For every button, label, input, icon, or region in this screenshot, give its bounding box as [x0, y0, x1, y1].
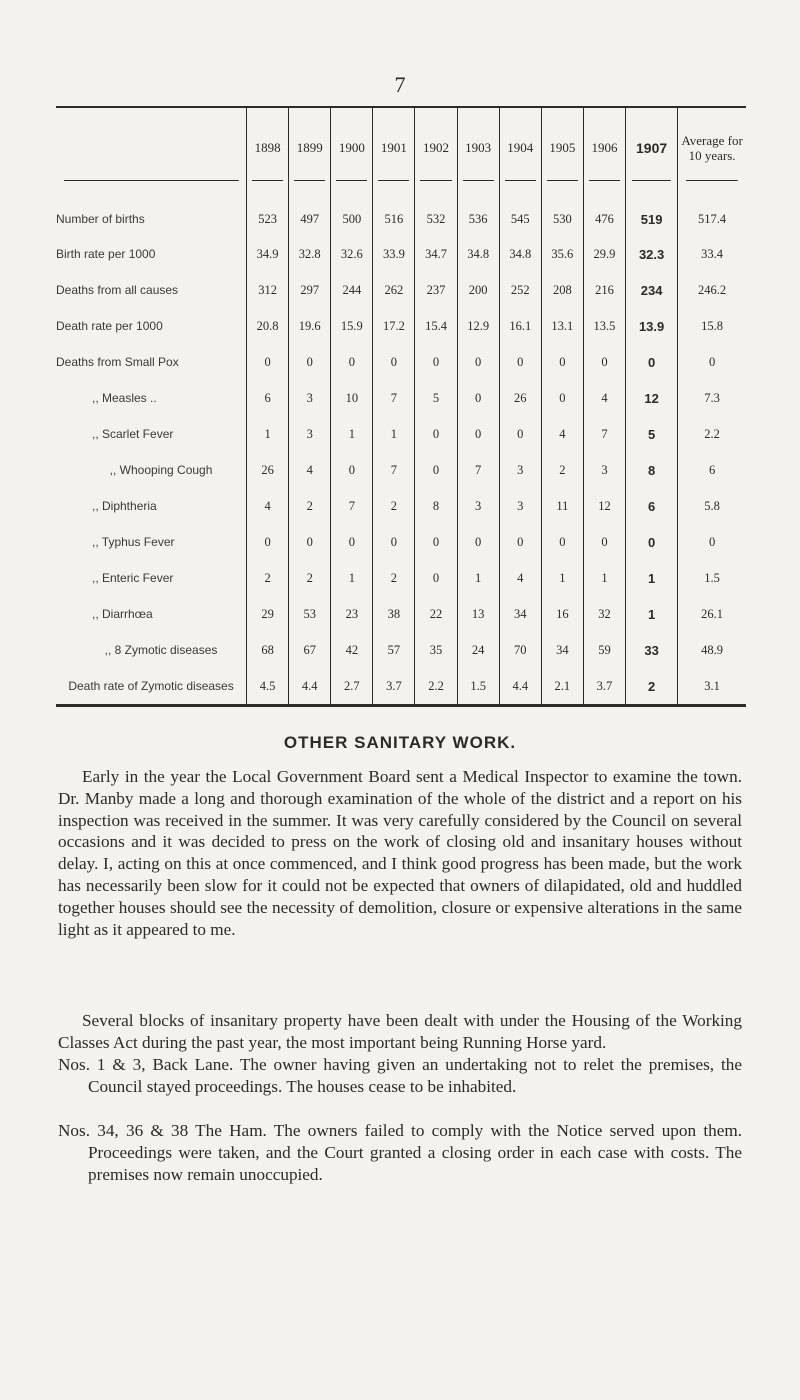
- table-cell: 0: [499, 524, 541, 560]
- table-cell: 4.5: [247, 668, 289, 706]
- table-cell: 536: [457, 188, 499, 236]
- table-row: [56, 524, 746, 560]
- paragraph: [58, 1010, 742, 1054]
- table-cell: 35.6: [541, 236, 583, 272]
- row-label: ,, Scarlet Fever: [92, 426, 174, 441]
- table-cell: 237: [415, 272, 457, 308]
- table-cell: 0: [415, 452, 457, 488]
- table-cell: 1: [373, 416, 415, 452]
- table-cell: 1: [247, 416, 289, 452]
- table-cell: 0: [583, 344, 625, 380]
- table-cell: 7.3: [678, 380, 746, 416]
- table-cell: 4: [499, 560, 541, 596]
- table-cell: 530: [541, 188, 583, 236]
- table-cell: 0: [499, 416, 541, 452]
- table-cell: 200: [457, 272, 499, 308]
- table-row: [56, 236, 746, 272]
- column-header: 1904: [499, 107, 541, 188]
- table-cell: 33: [626, 632, 678, 668]
- row-label: Death rate per 1000: [56, 318, 163, 333]
- table-cell: 29.9: [583, 236, 625, 272]
- table-cell: 312: [247, 272, 289, 308]
- table-cell: 0: [583, 524, 625, 560]
- table-cell: 1: [626, 560, 678, 596]
- table-row: [56, 668, 746, 706]
- table-cell: 19.6: [289, 308, 331, 344]
- paragraph-text: Early in the year the Local Government Board sent a Medical Inspector to examine the town. Dr. Manby made a long and thorough examination of the whole of the district and a report on his inspection was received in the summer. It was very carefully considered by the Council on several occasions and it was decided to press on the work of closing old and insanitary houses without delay. I, acting on this at once commenced, and I think good progress has been made, but the work has necessarily been slow for it could not be expected that owners of dilapidated, old and huddled together houses should see the necessity of demolition, closure or expensive alterations in the same light as it appeared to me.: [58, 767, 742, 939]
- column-header: 1901: [373, 107, 415, 188]
- table-row: [56, 188, 746, 236]
- row-label: ,, Enteric Fever: [92, 570, 174, 585]
- table-cell: 0: [289, 344, 331, 380]
- table-cell: 6: [678, 452, 746, 488]
- table-header-row: [56, 107, 746, 188]
- table-cell: 1: [583, 560, 625, 596]
- table-cell: 7: [457, 452, 499, 488]
- table-cell: 7: [583, 416, 625, 452]
- table-cell: 208: [541, 272, 583, 308]
- table-cell: 3: [499, 452, 541, 488]
- table-cell: 4: [541, 416, 583, 452]
- table-row: [56, 416, 746, 452]
- table-cell: 12: [626, 380, 678, 416]
- table-cell: 519: [626, 188, 678, 236]
- table-cell: 10: [331, 380, 373, 416]
- table-cell: 34.7: [415, 236, 457, 272]
- row-label: Deaths from all causes: [56, 282, 179, 297]
- table-cell: 7: [331, 488, 373, 524]
- table-cell: 1.5: [678, 560, 746, 596]
- table-cell: 29: [247, 596, 289, 632]
- table-cell: 33.9: [373, 236, 415, 272]
- table-cell: 32.8: [289, 236, 331, 272]
- table-cell: 0: [331, 452, 373, 488]
- table-cell: 0: [247, 524, 289, 560]
- table-cell: 0: [457, 524, 499, 560]
- table-cell: 38: [373, 596, 415, 632]
- table-cell: 0: [499, 344, 541, 380]
- table-cell: 34.8: [457, 236, 499, 272]
- table-row: [56, 272, 746, 308]
- table-cell: 13.1: [541, 308, 583, 344]
- table-cell: 53: [289, 596, 331, 632]
- column-header: 1898: [247, 107, 289, 188]
- table-cell: 0: [373, 524, 415, 560]
- paragraph: [58, 766, 742, 940]
- table-cell: 0: [331, 344, 373, 380]
- table-cell: 234: [626, 272, 678, 308]
- table-cell: 23: [331, 596, 373, 632]
- table-cell: 517.4: [678, 188, 746, 236]
- table-cell: 4: [583, 380, 625, 416]
- table-cell: 545: [499, 188, 541, 236]
- column-header: 1903: [457, 107, 499, 188]
- table-cell: 6: [626, 488, 678, 524]
- row-label: Birth rate per 1000: [56, 246, 156, 261]
- table-cell: 2: [289, 488, 331, 524]
- table-cell: 262: [373, 272, 415, 308]
- label-column-header: [56, 107, 247, 188]
- table-cell: 34.9: [247, 236, 289, 272]
- table-cell: 0: [289, 524, 331, 560]
- row-label: ,, Diarrhœa: [92, 606, 153, 621]
- table-cell: 59: [583, 632, 625, 668]
- table-row: [56, 380, 746, 416]
- table-cell: 2.2: [678, 416, 746, 452]
- row-label: Number of births: [56, 211, 145, 226]
- table-cell: 0: [457, 416, 499, 452]
- table-row: [56, 452, 746, 488]
- table-cell: 16.1: [499, 308, 541, 344]
- table-cell: 13.5: [583, 308, 625, 344]
- column-header: 1900: [331, 107, 373, 188]
- row-label: ,, 8 Zymotic diseases: [104, 642, 218, 657]
- table-row: [56, 488, 746, 524]
- table-cell: 11: [541, 488, 583, 524]
- column-header: 1907: [626, 107, 678, 188]
- table-cell: 2: [541, 452, 583, 488]
- table-cell: 2: [373, 560, 415, 596]
- table-cell: 0: [415, 560, 457, 596]
- table-cell: 3.7: [373, 668, 415, 706]
- table-cell: 35: [415, 632, 457, 668]
- vital-statistics-table: [56, 106, 746, 707]
- table-row: [56, 596, 746, 632]
- table-cell: 0: [457, 344, 499, 380]
- table-cell: 0: [541, 344, 583, 380]
- table-cell: 3: [499, 488, 541, 524]
- table-cell: 3.1: [678, 668, 746, 706]
- table-cell: 0: [415, 524, 457, 560]
- table-cell: 246.2: [678, 272, 746, 308]
- table-cell: 34: [541, 632, 583, 668]
- column-header: 1905: [541, 107, 583, 188]
- table-cell: 1: [457, 560, 499, 596]
- table-cell: 476: [583, 188, 625, 236]
- table-cell: 0: [247, 344, 289, 380]
- table-cell: 13.9: [626, 308, 678, 344]
- table-cell: 252: [499, 272, 541, 308]
- table-cell: 15.8: [678, 308, 746, 344]
- table-cell: 2: [247, 560, 289, 596]
- table-cell: 2.2: [415, 668, 457, 706]
- table-cell: 8: [626, 452, 678, 488]
- table-cell: 26.1: [678, 596, 746, 632]
- table-cell: 34.8: [499, 236, 541, 272]
- table-cell: 24: [457, 632, 499, 668]
- table-row: [56, 560, 746, 596]
- paragraph-text: Several blocks of insanitary property have been dealt with under the Housing of the Working Classes Act during the past year, the most important being Running Horse yard.: [58, 1011, 742, 1052]
- table-cell: 13: [457, 596, 499, 632]
- table-cell: 4: [289, 452, 331, 488]
- table-cell: 32: [583, 596, 625, 632]
- table-cell: 32.6: [331, 236, 373, 272]
- table-cell: 2.1: [541, 668, 583, 706]
- table-cell: 1: [331, 416, 373, 452]
- table-cell: 6: [247, 380, 289, 416]
- table-cell: 2: [289, 560, 331, 596]
- list-item-text: Nos. 1 & 3, Back Lane. The owner having given an undertaking not to relet the premises, the Council stayed proceedings. The houses cease to be inhabited.: [58, 1055, 742, 1096]
- row-label: ,, Whooping Cough: [109, 462, 213, 477]
- table-cell: 12: [583, 488, 625, 524]
- table-cell: 32.3: [626, 236, 678, 272]
- column-header: 1902: [415, 107, 457, 188]
- table-cell: 0: [678, 524, 746, 560]
- table-cell: 0: [415, 416, 457, 452]
- table-row: [56, 344, 746, 380]
- table-cell: 22: [415, 596, 457, 632]
- table-cell: 5.8: [678, 488, 746, 524]
- table-cell: 497: [289, 188, 331, 236]
- average-column-header: Average for 10 years.: [678, 107, 746, 188]
- table-cell: 3: [457, 488, 499, 524]
- table-cell: 0: [626, 344, 678, 380]
- table-cell: 16: [541, 596, 583, 632]
- table-cell: 7: [373, 452, 415, 488]
- table-cell: 297: [289, 272, 331, 308]
- table-cell: 244: [331, 272, 373, 308]
- row-label: Death rate of Zymotic diseases: [68, 678, 234, 693]
- table-cell: 3: [289, 416, 331, 452]
- row-label: ,, Diphtheria: [92, 498, 157, 513]
- table-cell: 0: [678, 344, 746, 380]
- table-cell: 516: [373, 188, 415, 236]
- table-cell: 216: [583, 272, 625, 308]
- table-cell: 15.4: [415, 308, 457, 344]
- list-item-text: Nos. 34, 36 & 38 The Ham. The owners failed to comply with the Notice served upon them. Proceedings were taken, and the Court granted a closing order in each case with costs. The premises now remain unoccupied.: [58, 1121, 742, 1184]
- table-cell: 523: [247, 188, 289, 236]
- list-item: [58, 1120, 742, 1185]
- table-cell: 0: [541, 380, 583, 416]
- row-label: ,, Measles ..: [92, 390, 157, 405]
- table-cell: 48.9: [678, 632, 746, 668]
- table-cell: 70: [499, 632, 541, 668]
- table-cell: 7: [373, 380, 415, 416]
- table-cell: 0: [331, 524, 373, 560]
- table-cell: 67: [289, 632, 331, 668]
- table-cell: 34: [499, 596, 541, 632]
- table-cell: 2.7: [331, 668, 373, 706]
- column-header: 1906: [583, 107, 625, 188]
- table-cell: 1: [626, 596, 678, 632]
- table-cell: 500: [331, 188, 373, 236]
- table-cell: 26: [247, 452, 289, 488]
- table-cell: 4.4: [289, 668, 331, 706]
- table-cell: 4.4: [499, 668, 541, 706]
- list-item: [58, 1054, 742, 1098]
- table-cell: 4: [247, 488, 289, 524]
- table-cell: 2: [626, 668, 678, 706]
- row-label: Deaths from Small Pox: [56, 354, 179, 369]
- table-cell: 532: [415, 188, 457, 236]
- table-cell: 3: [289, 380, 331, 416]
- column-header: 1899: [289, 107, 331, 188]
- table-cell: 2: [373, 488, 415, 524]
- table-cell: 8: [415, 488, 457, 524]
- row-label: ,, Typhus Fever: [92, 534, 175, 549]
- table-cell: 68: [247, 632, 289, 668]
- table-cell: 0: [626, 524, 678, 560]
- table-row: [56, 308, 746, 344]
- table-cell: 3: [583, 452, 625, 488]
- table-cell: 5: [415, 380, 457, 416]
- table-cell: 26: [499, 380, 541, 416]
- table-cell: 33.4: [678, 236, 746, 272]
- table-cell: 5: [626, 416, 678, 452]
- table-cell: 1.5: [457, 668, 499, 706]
- table-cell: 0: [415, 344, 457, 380]
- table-cell: 1: [541, 560, 583, 596]
- table-cell: 1: [331, 560, 373, 596]
- section-heading: OTHER SANITARY WORK.: [283, 733, 517, 752]
- table-row: [56, 632, 746, 668]
- table-cell: 0: [457, 380, 499, 416]
- table-cell: 0: [373, 344, 415, 380]
- table-cell: 20.8: [247, 308, 289, 344]
- table-cell: 42: [331, 632, 373, 668]
- table-cell: 17.2: [373, 308, 415, 344]
- table-cell: 3.7: [583, 668, 625, 706]
- table-cell: 12.9: [457, 308, 499, 344]
- table-cell: 15.9: [331, 308, 373, 344]
- page-number: 7: [394, 72, 406, 97]
- table-cell: 57: [373, 632, 415, 668]
- table-cell: 0: [541, 524, 583, 560]
